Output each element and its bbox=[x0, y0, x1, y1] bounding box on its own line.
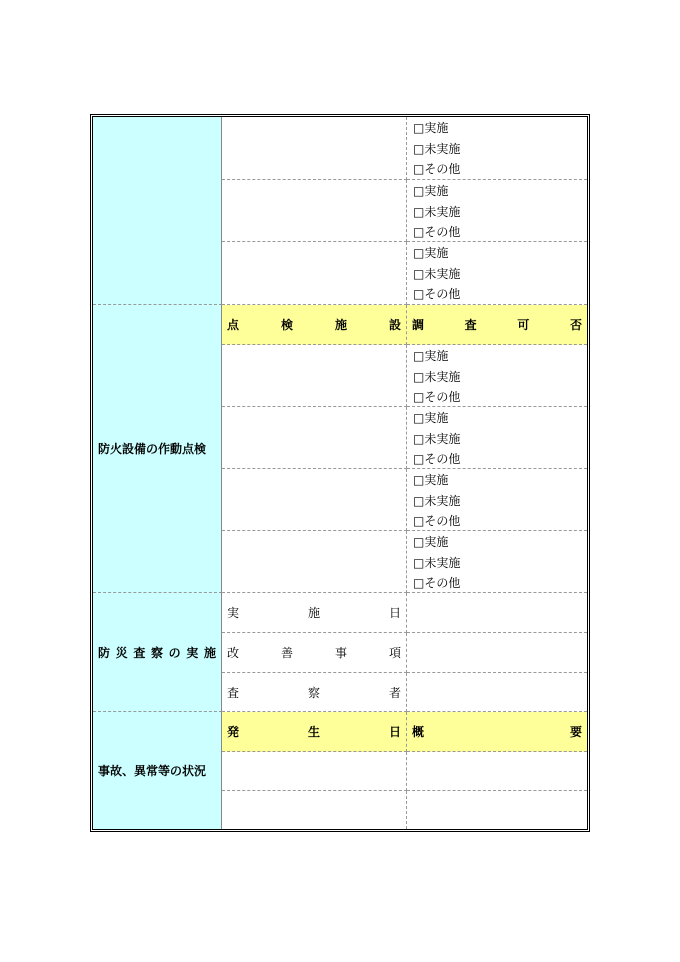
option-not-done[interactable]: □未実施 bbox=[413, 555, 461, 570]
section-label-inspection bbox=[93, 305, 222, 593]
header-char: 要 bbox=[569, 725, 582, 739]
option-done[interactable]: □実施 bbox=[413, 535, 449, 549]
disaster-label-char: 施 bbox=[203, 645, 216, 660]
row-char: 者 bbox=[388, 685, 401, 700]
row-char: 項 bbox=[388, 646, 401, 660]
disaster-label-char: の bbox=[168, 645, 181, 660]
option-done[interactable]: □実施 bbox=[413, 246, 449, 260]
row-label-date bbox=[222, 593, 407, 633]
status-checkboxes[interactable] bbox=[407, 117, 587, 180]
row-char: 査 bbox=[227, 685, 240, 700]
row-char: 施 bbox=[307, 606, 320, 620]
option-other[interactable]: □その他 bbox=[413, 390, 461, 405]
option-not-done[interactable]: □未実施 bbox=[413, 431, 461, 446]
header-char: 点 bbox=[227, 318, 240, 332]
header-occurrence-date bbox=[222, 712, 407, 752]
header-summary bbox=[407, 712, 587, 752]
disaster-label-char: 察 bbox=[150, 645, 163, 660]
header-char: 否 bbox=[569, 318, 582, 332]
occurrence-date-cell[interactable] bbox=[222, 791, 407, 829]
facility-cell[interactable] bbox=[222, 531, 407, 593]
facility-cell[interactable] bbox=[222, 242, 407, 305]
header-char: 査 bbox=[464, 318, 477, 332]
status-checkboxes[interactable] bbox=[407, 242, 587, 305]
header-char: 発 bbox=[227, 725, 240, 739]
option-other[interactable]: □その他 bbox=[413, 514, 461, 529]
header-char: 設 bbox=[388, 318, 401, 332]
option-done[interactable]: □実施 bbox=[413, 473, 449, 487]
row-char: 実 bbox=[227, 606, 240, 620]
summary-cell[interactable] bbox=[407, 752, 587, 791]
row-label-improvements bbox=[222, 633, 407, 673]
option-done[interactable]: □実施 bbox=[413, 411, 449, 425]
disaster-label-char: 実 bbox=[186, 645, 199, 660]
option-done[interactable]: □実施 bbox=[413, 184, 449, 198]
disaster-label-char: 防 bbox=[98, 645, 111, 660]
facility-cell[interactable] bbox=[222, 180, 407, 242]
occurrence-date-cell[interactable] bbox=[222, 752, 407, 791]
option-not-done[interactable]: □未実施 bbox=[413, 369, 461, 384]
date-value-cell[interactable] bbox=[407, 593, 587, 633]
section-label-top-empty bbox=[93, 117, 222, 305]
inspection-label: 防火設備の作動点検 bbox=[98, 442, 207, 456]
status-checkboxes[interactable] bbox=[407, 469, 587, 531]
disaster-label-char: 災 bbox=[115, 645, 128, 660]
inspector-value-cell[interactable] bbox=[407, 673, 587, 712]
option-other[interactable]: □その他 bbox=[413, 162, 461, 177]
option-done[interactable]: □実施 bbox=[413, 349, 449, 363]
status-checkboxes[interactable] bbox=[407, 345, 587, 407]
section-label-disaster bbox=[93, 593, 222, 712]
option-not-done[interactable]: □未実施 bbox=[413, 493, 461, 508]
header-char: 生 bbox=[307, 725, 320, 739]
status-checkboxes[interactable] bbox=[407, 531, 587, 593]
header-facility bbox=[222, 305, 407, 345]
facility-cell[interactable] bbox=[222, 117, 407, 180]
option-other[interactable]: □その他 bbox=[413, 576, 461, 591]
row-label-inspector bbox=[222, 673, 407, 712]
header-char: 検 bbox=[280, 318, 293, 332]
disaster-label-char: 査 bbox=[133, 645, 146, 660]
summary-cell[interactable] bbox=[407, 791, 587, 829]
option-done[interactable]: □実施 bbox=[413, 121, 449, 135]
improvements-value-cell[interactable] bbox=[407, 633, 587, 673]
status-checkboxes[interactable] bbox=[407, 180, 587, 242]
accident-label: 事故、異常等の状況 bbox=[98, 764, 207, 778]
facility-cell[interactable] bbox=[222, 407, 407, 469]
header-char: 概 bbox=[412, 725, 425, 739]
header-char: 可 bbox=[517, 318, 530, 332]
status-checkboxes[interactable] bbox=[407, 407, 587, 469]
header-char: 日 bbox=[388, 725, 401, 739]
header-char: 施 bbox=[334, 318, 347, 332]
row-char: 日 bbox=[388, 606, 401, 620]
row-char: 善 bbox=[280, 646, 293, 660]
row-char: 事 bbox=[334, 646, 347, 660]
header-survey-status bbox=[407, 305, 587, 345]
row-char: 察 bbox=[307, 685, 320, 700]
option-not-done[interactable]: □未実施 bbox=[413, 141, 461, 156]
header-char: 調 bbox=[412, 318, 425, 332]
section-label-accident bbox=[93, 712, 222, 829]
option-other[interactable]: □その他 bbox=[413, 452, 461, 467]
option-other[interactable]: □その他 bbox=[413, 225, 461, 240]
form-table bbox=[90, 114, 590, 832]
facility-cell[interactable] bbox=[222, 345, 407, 407]
row-char: 改 bbox=[227, 646, 240, 660]
option-not-done[interactable]: □未実施 bbox=[413, 204, 461, 219]
option-other[interactable]: □その他 bbox=[413, 287, 461, 302]
option-not-done[interactable]: □未実施 bbox=[413, 266, 461, 281]
facility-cell[interactable] bbox=[222, 469, 407, 531]
